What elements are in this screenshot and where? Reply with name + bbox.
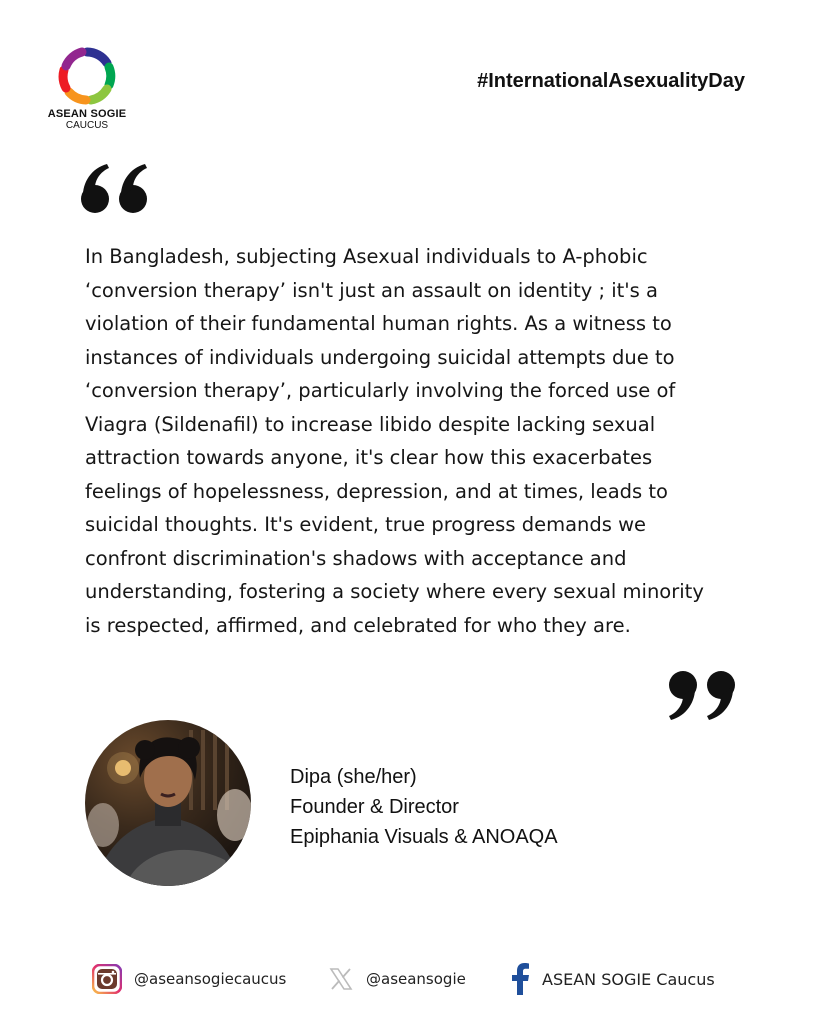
quote-line: suicidal thoughts. It's evident, true progress demands we xyxy=(85,513,647,536)
facebook-handle: ASEAN SOGIE Caucus xyxy=(542,969,715,989)
rainbow-ring-logo-icon xyxy=(57,46,117,106)
quote-line: In Bangladesh, subjecting Asexual individuals to A-phobic xyxy=(85,245,648,268)
x-icon xyxy=(328,966,354,992)
quote-line: understanding, fostering a society where every sexual minority xyxy=(85,580,704,603)
quote-line: ‘conversion therapy’ isn't just an assault on identity ; it's a xyxy=(85,278,658,302)
quote-line: ‘conversion therapy’, particularly involving the forced use of xyxy=(85,379,676,402)
avatar xyxy=(85,720,251,886)
instagram-link[interactable] xyxy=(92,962,286,996)
quote-line: confront discrimination's shadows with acceptance and xyxy=(85,546,627,570)
instagram-icon xyxy=(92,964,122,994)
quote-line: feelings of hopelessness, depression, and at times, leads to xyxy=(85,479,668,503)
asean-sogie-caucus-logo xyxy=(44,46,130,136)
quote-line: is respected, affirmed, and celebrated for who they are. xyxy=(85,613,631,637)
quote-line: instances of individuals undergoing suicidal attempts due to xyxy=(85,345,675,369)
instagram-handle: @aseansogiecaucus xyxy=(134,970,287,988)
quote-line: Viagra (Sildenafil) to increase libido despite lacking sexual xyxy=(85,412,656,436)
quote-line: violation of their fundamental human rights. As a witness to xyxy=(85,312,672,335)
open-quote-icon xyxy=(80,160,152,216)
person-name: Dipa (she/her) xyxy=(290,766,417,788)
portrait-photo xyxy=(85,720,251,886)
x-link[interactable] xyxy=(328,962,466,996)
person-role: Founder & Director xyxy=(290,796,459,818)
logo-subtitle: CAUCUS xyxy=(65,120,109,131)
person-organization: Epiphania Visuals & ANOAQA xyxy=(290,826,558,848)
facebook-icon xyxy=(510,963,530,995)
facebook-link[interactable] xyxy=(510,962,715,996)
logo-title: ASEAN SOGIE xyxy=(47,108,127,120)
x-handle: @aseansogie xyxy=(366,970,466,988)
person-info xyxy=(290,762,558,852)
close-quote-icon xyxy=(664,668,736,724)
quote-line: attraction towards anyone, it's clear how this exacerbates xyxy=(85,446,653,469)
hashtag: #InternationalAsexualityDay xyxy=(477,70,745,92)
quote-text xyxy=(85,240,745,642)
